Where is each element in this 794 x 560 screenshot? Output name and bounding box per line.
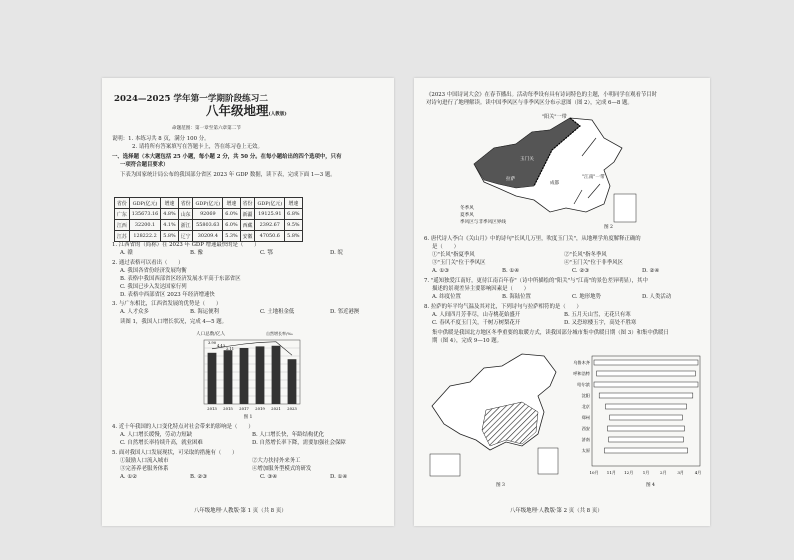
question-7: 7. "遥知独爱江南好，更待江南百年春"（诗中所描绘的"阳关"与"江南"的景色差异明显），其中 bbox=[424, 278, 648, 284]
bar-2019 bbox=[256, 346, 265, 404]
q5-option-b: B. ②③ bbox=[190, 474, 208, 480]
question-6: 6. 唐代诗人李白《关山月》中的诗句"长风几万里，吹度玉门关"，从地理学角度解释正确的 bbox=[424, 236, 641, 242]
q5-item-2: ②大力扶持外来务工 bbox=[252, 458, 301, 464]
bar-2017 bbox=[240, 348, 249, 404]
data-label: 3.90 bbox=[208, 341, 217, 345]
line-label: 自然增长率/‰ bbox=[266, 331, 293, 336]
q5-item-1: ①鼓励人口流入城市 bbox=[120, 458, 169, 464]
q6-item-3: ③"玉门关"位于季风区 bbox=[432, 260, 486, 266]
right-intro-2: 对诗句进行了地理解读。读中国季风区与非季风区分布示意图（图 2），完成 6—8 题。 bbox=[426, 100, 633, 106]
heating-bar bbox=[608, 426, 685, 431]
q2-option-c: C. 我国已步入发达国家行列 bbox=[120, 284, 187, 290]
q4-option-c: C. 自然增长率持续升高，就业困难 bbox=[120, 440, 203, 446]
q3-option-d: D. 邻近港澳 bbox=[330, 309, 360, 315]
q8-option-b: B. 五月天山雪，无花只有寒 bbox=[564, 312, 631, 318]
table-row: 广东 135673.16 4.8% 山东 92069 6.0% 新疆 19125.91 6.8% bbox=[115, 209, 303, 220]
q3-option-b: B. 海运便利 bbox=[190, 309, 219, 315]
heating-bar bbox=[610, 415, 683, 420]
figure-caption: 图 4 bbox=[646, 483, 655, 488]
heating-bar bbox=[605, 404, 686, 409]
south-sea-inset bbox=[538, 448, 558, 474]
note-2: 2. 请将所有答案填写在答题卡上，答在练习卷上无效。 bbox=[132, 144, 263, 150]
question-2: 2. 通过表格可以看出（ ） bbox=[112, 260, 184, 266]
axis-tick: 2月 bbox=[660, 470, 667, 475]
axis-tick: 1月 bbox=[642, 470, 650, 475]
city-label: 哈尔滨 bbox=[577, 382, 590, 387]
city-label: 济南 bbox=[581, 437, 590, 442]
chart-title: 人口总数/亿人 bbox=[196, 332, 226, 337]
q1-option-c: C. 鄂 bbox=[260, 250, 273, 256]
axis-tick: 4月 bbox=[694, 470, 702, 475]
tick-label: 2017 bbox=[239, 406, 249, 411]
q5-option-a: A. ①② bbox=[120, 474, 137, 480]
section-heading-cont: 一项符合题目要求） bbox=[120, 162, 169, 168]
q3-option-a: A. 人才众多 bbox=[120, 309, 149, 315]
q6-item-2: ②"长风"指冬季风 bbox=[564, 252, 607, 258]
heating-bar bbox=[604, 448, 687, 453]
chart-intro: 读图 1，我国人口增长状况，完成 4—5 题。 bbox=[120, 319, 228, 325]
label-jiangnan: "江南"一带 bbox=[582, 175, 605, 180]
q6-option-c: C. ②③ bbox=[572, 268, 590, 274]
page-footer: 八年级地理·人教版·第 1 页（共 8 页） bbox=[194, 508, 287, 514]
heating-bar bbox=[609, 437, 684, 442]
label-chengdu: 成都 bbox=[550, 181, 560, 186]
heating-bar bbox=[597, 371, 696, 376]
heating-bar bbox=[594, 360, 698, 365]
table-row: 江苏 128222.2 5.8% 辽宁 30209.4 5.3% 安徽 47050.6 5.8% bbox=[115, 231, 303, 242]
city-label: 太原 bbox=[581, 448, 590, 453]
q6-item-4: ④"玉门关"位于非季风区 bbox=[564, 260, 623, 266]
heating-bar bbox=[599, 393, 693, 398]
heating-period-chart bbox=[564, 350, 704, 490]
data-label: 2.11 bbox=[226, 347, 235, 351]
tick-label: 2023 bbox=[287, 406, 297, 411]
question-6-cont: 是（ ） bbox=[432, 244, 459, 250]
q1-option-b: B. 豫 bbox=[190, 250, 203, 256]
q3-option-c: C. 土地租金低 bbox=[260, 309, 295, 315]
gdp-table bbox=[114, 197, 303, 242]
tick-label: 2013 bbox=[207, 406, 217, 411]
q8-option-d: D. 又恐琼楼玉宇，高处不胜寒 bbox=[564, 320, 637, 326]
q7-option-c: C. 地形地势 bbox=[572, 294, 601, 300]
bar-2021 bbox=[272, 346, 281, 404]
city-label: 沈阳 bbox=[581, 393, 590, 398]
heating-map bbox=[426, 350, 566, 490]
subject-title: 八年级地理(人教版) bbox=[206, 103, 287, 118]
page-1 bbox=[102, 78, 394, 526]
section-heading: 一、选择题（本大题包括 25 小题，每小题 2 分，共 50 分。在每小题给出的四个选项中，只有 bbox=[112, 154, 342, 160]
q1-option-d: D. 皖 bbox=[330, 250, 343, 256]
page-2 bbox=[414, 78, 710, 526]
q4-option-a: A. 人口增长缓慢，劳动力短缺 bbox=[120, 432, 193, 438]
page-footer: 八年级地理·人教版·第 2 页（共 8 页） bbox=[510, 508, 603, 514]
south-sea-inset bbox=[614, 194, 636, 222]
q7-option-b: B. 海陆位置 bbox=[502, 294, 531, 300]
q7-option-d: D. 人类活动 bbox=[642, 294, 672, 300]
q5-item-4: ④增加服务型模式的研发 bbox=[252, 466, 312, 472]
question-1: 1. 江西省的（简称）在 2023 年 GDP 增速最快的是（ ） bbox=[112, 242, 260, 248]
monsoon-map bbox=[454, 108, 654, 230]
city-label: 呼和浩特 bbox=[573, 371, 590, 376]
label-yumenguan: 玉门关 bbox=[520, 157, 534, 162]
q1-option-a: A. 赣 bbox=[120, 250, 133, 256]
axis-tick: 12月 bbox=[624, 470, 634, 475]
label-lhasa: 拉萨 bbox=[506, 177, 516, 182]
axis-tick: 3月 bbox=[677, 470, 684, 475]
q4-option-b: B. 人口增长快，年龄结构优化 bbox=[252, 432, 325, 438]
table-intro: 下表为国家统计局公布的我国部分省区 2023 年 GDP 数据，读下表，完成下面 1—3 题。 bbox=[120, 172, 336, 178]
question-8: 8. 拉萨的年平均气温及其对比，下列诗句与拉萨相符的是（ ） bbox=[424, 304, 582, 310]
question-5: 5. 面对我国人口发展现状，可采取的措施有（ ） bbox=[112, 450, 238, 456]
figure-caption: 图 2 bbox=[604, 225, 613, 230]
data-label: 4.43 bbox=[217, 344, 226, 348]
tick-label: 2019 bbox=[255, 406, 265, 411]
city-label: 北京 bbox=[581, 404, 590, 409]
axis-tick: 11月 bbox=[606, 470, 616, 475]
population-chart bbox=[192, 328, 312, 420]
question-7-cont: 描述的景观差异主要影响因素是（ ） bbox=[432, 286, 530, 292]
q2-option-b: B. 表格中我国西部省区经济发展水平高于东部省区 bbox=[120, 276, 241, 282]
note-1: 说明：1. 本练习共 8 页，满分 100 分。 bbox=[112, 136, 210, 142]
heating-intro-1: 集中供暖是我国北方地区冬季重要的取暖方式，读我国部分城市集中供暖日期（图 3）和集中供暖日 bbox=[432, 330, 669, 336]
q2-option-d: D. 表格中西部省区 2023 年经济增速快 bbox=[120, 292, 215, 298]
q2-option-a: A. 我国各省份经济发展均衡 bbox=[120, 268, 187, 274]
table-row: 江西 32200.1 4.1% 浙江 55803.63 6.0% 西藏 2392.67 9.5% bbox=[115, 220, 303, 231]
q6-option-d: D. ②④ bbox=[642, 268, 660, 274]
question-4: 4. 近十年我国的人口变化特点对社会带来的影响是（ ） bbox=[112, 424, 254, 430]
heating-bar bbox=[594, 382, 698, 387]
q8-option-c: C. 春风不度玉门关，千树万树梨花开 bbox=[432, 320, 521, 326]
question-3: 3. 与广东相比，江西省发展的优势是（ ） bbox=[112, 301, 222, 307]
table-header-row: 省份 GDP(亿元) 增速 省份 GDP(亿元) 增速 省份 GDP(亿元) 增速 bbox=[115, 198, 303, 209]
bar-2013 bbox=[208, 353, 217, 404]
q5-option-d: D. ①④ bbox=[330, 474, 348, 480]
exam-scope: 命题范围：第一章至第六章第二节 bbox=[172, 126, 241, 131]
q8-option-a: A. 人间四月芳菲尽，山寺桃花始盛开 bbox=[432, 312, 521, 318]
city-label: 西安 bbox=[581, 426, 590, 431]
q5-item-3: ③完善养老服务体系 bbox=[120, 466, 169, 472]
exam-title: 2024—2025 学年第一学期阶段练习二 bbox=[114, 94, 268, 104]
q5-option-c: C. ③④ bbox=[260, 474, 278, 480]
label-yangguan: "阳关"一带 bbox=[542, 114, 567, 120]
bar-2015 bbox=[224, 350, 233, 404]
tick-label: 2015 bbox=[223, 406, 233, 411]
q6-option-b: B. ①④ bbox=[502, 268, 520, 274]
legend-summer: 夏季风 bbox=[460, 213, 474, 218]
legend-box bbox=[430, 454, 460, 476]
q7-option-a: A. 纬度位置 bbox=[432, 294, 461, 300]
tick-label: 2021 bbox=[271, 406, 281, 411]
right-intro-1: 《2023 中国诗词大会》在春节播出。活动每季设有具有诗词特色的主题，小明同学在观看节目时 bbox=[426, 92, 658, 98]
q4-option-d: D. 自然增长率下降，需要加强社会保障 bbox=[252, 440, 346, 446]
axis-tick: 10月 bbox=[589, 470, 599, 475]
legend-winter: 冬季风 bbox=[460, 206, 474, 211]
bar-2023 bbox=[288, 359, 297, 404]
q6-option-a: A. ①③ bbox=[432, 268, 449, 274]
heating-intro-2: 期（图 4），完成 9—10 题。 bbox=[432, 338, 503, 344]
city-label: 郑州 bbox=[581, 415, 590, 420]
q6-item-1: ①"长风"指夏季风 bbox=[432, 252, 475, 258]
legend-boundary: 季风区与非季风区界线 bbox=[460, 220, 506, 225]
figure-caption: 图 1 bbox=[243, 415, 253, 420]
figure-caption: 图 3 bbox=[496, 483, 505, 488]
city-label: 乌鲁木齐 bbox=[573, 360, 590, 365]
